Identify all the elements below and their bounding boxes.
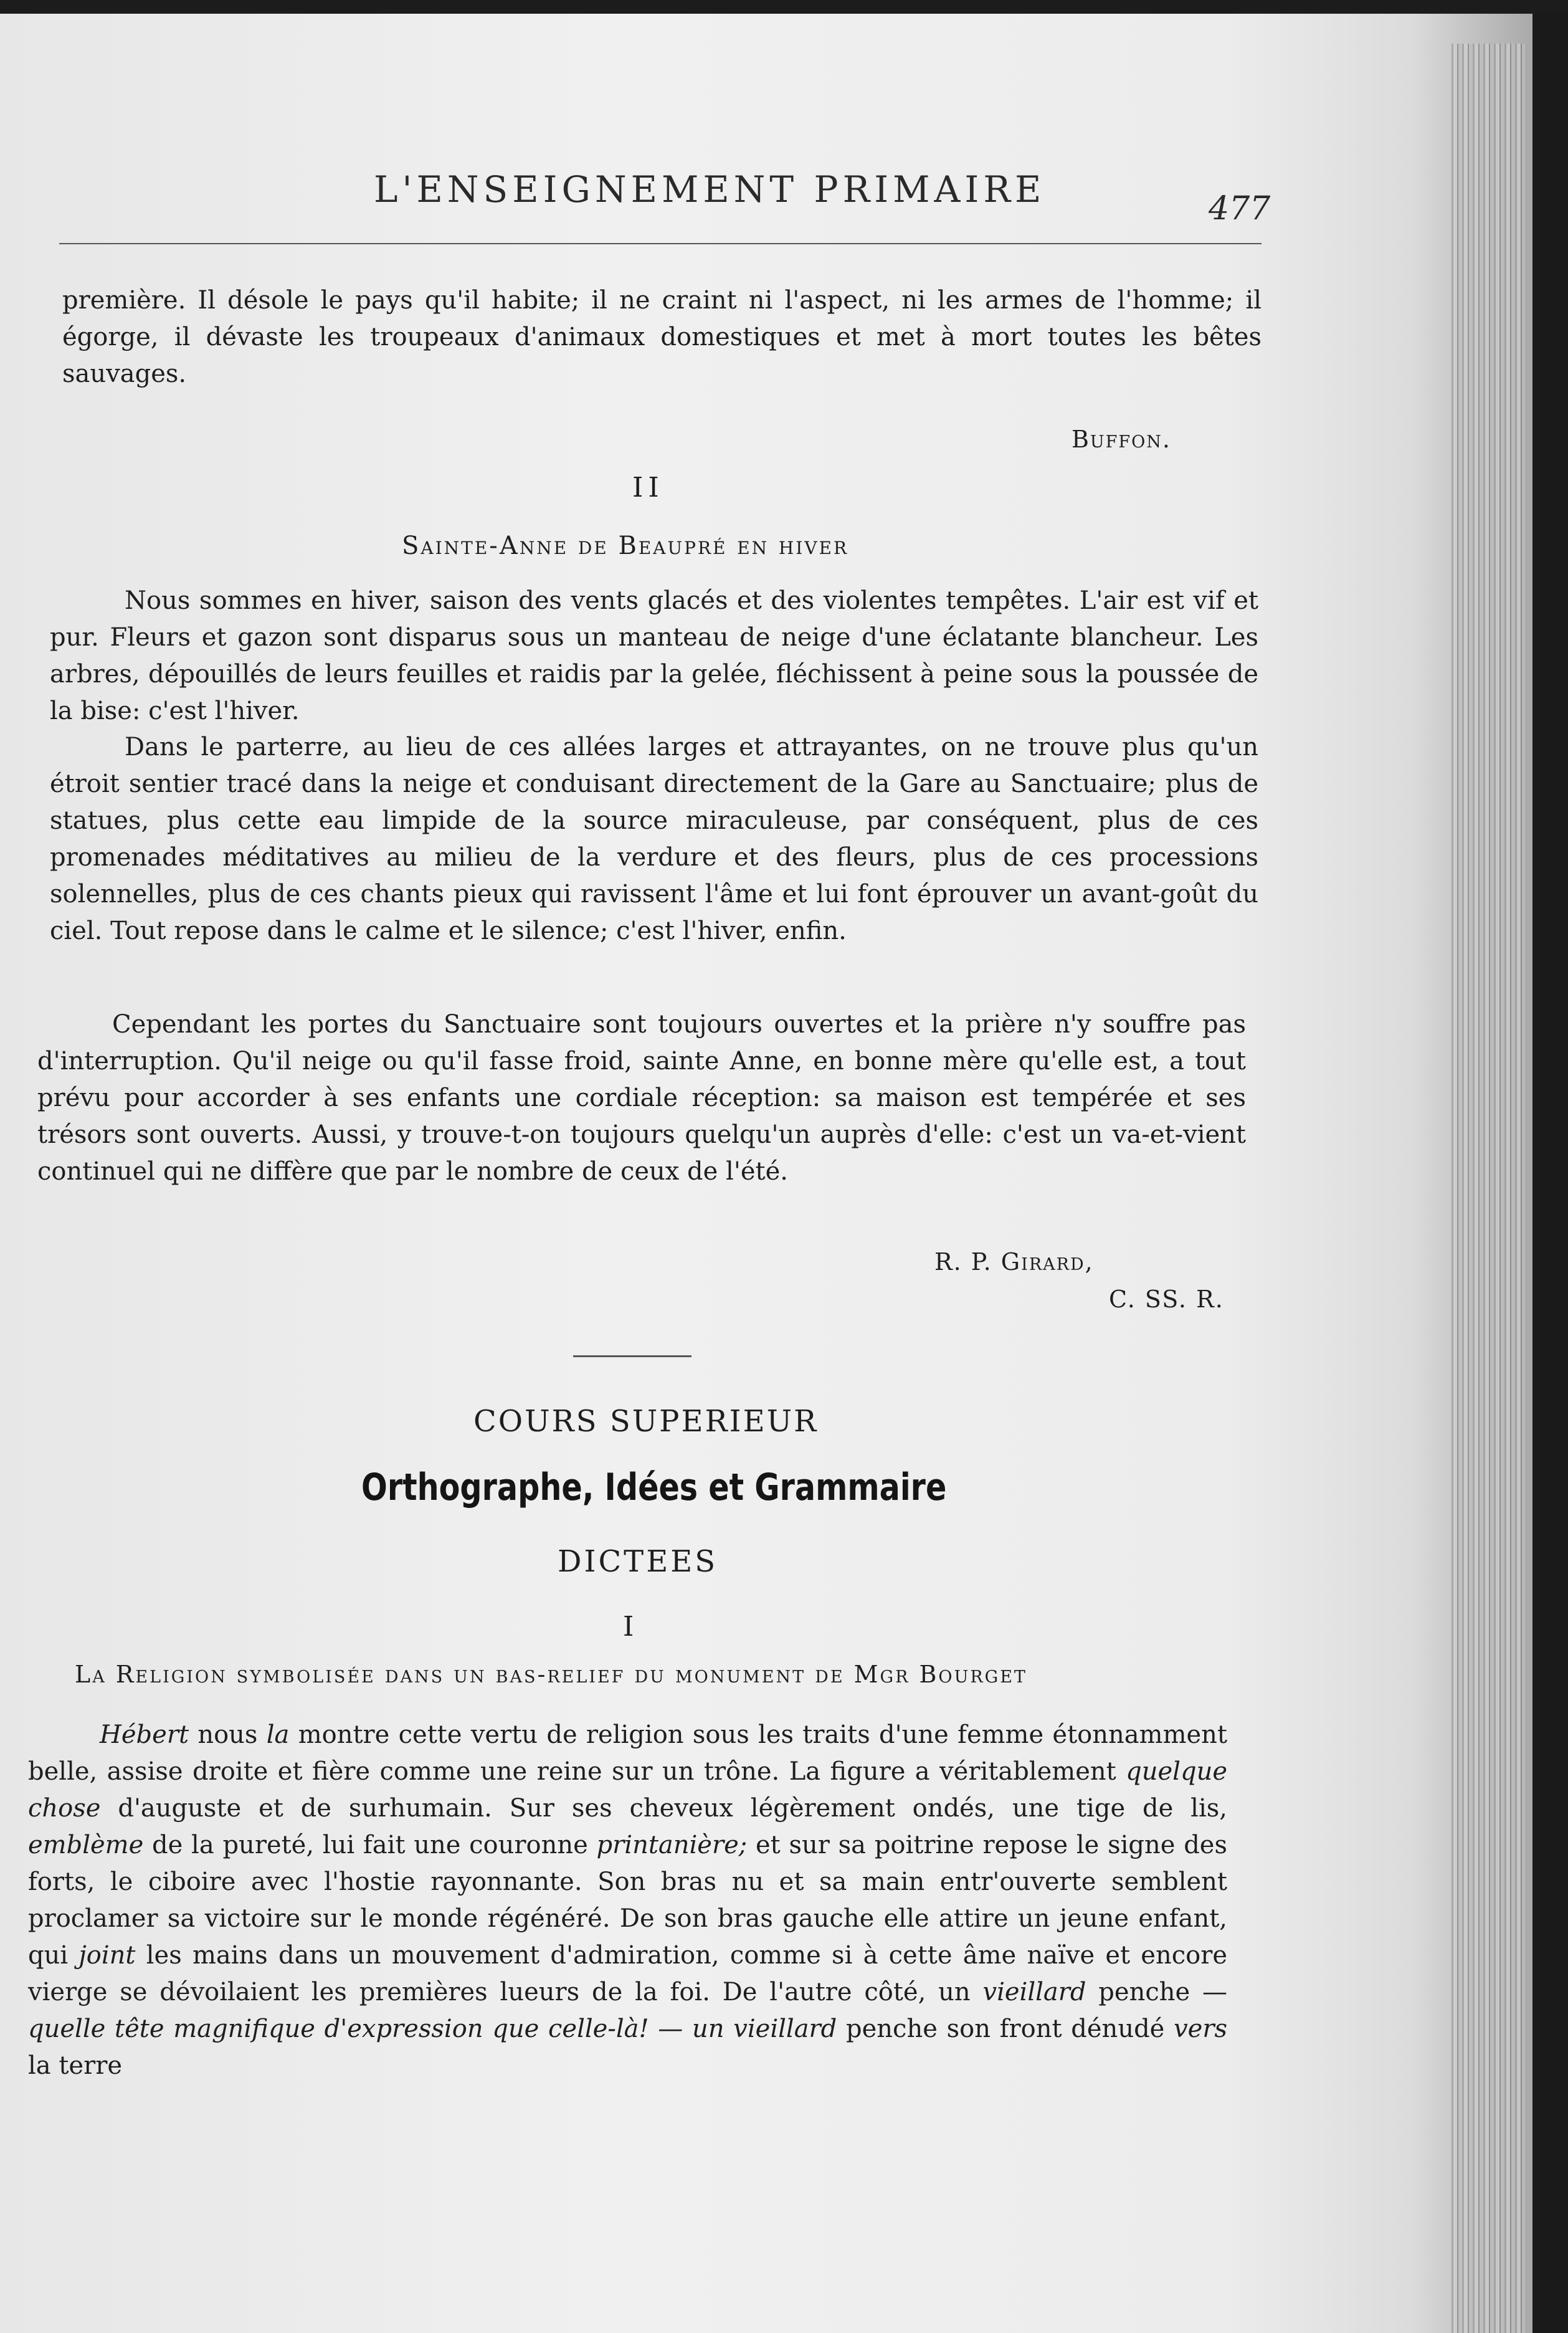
running-header-title: L'ENSEIGNEMENT PRIMAIRE	[374, 168, 1046, 211]
section-ii-author: R. P. Girard,	[934, 1248, 1094, 1276]
section-ii-author-order: C. SS. R.	[1109, 1286, 1224, 1313]
text-run: nous	[189, 1720, 267, 1749]
italic-run: vieillard	[982, 1978, 1086, 2006]
italic-run: emblème	[28, 1831, 144, 1859]
section-i-paragraph	[28, 1717, 1227, 2084]
text-run: montre cette vertu de religion sous les traits d'une femme étonnamment belle, assise droite et fière comme une reine sur un trône. La figure a véritablement	[28, 1720, 1228, 1786]
intro-author: Buffon.	[1071, 426, 1171, 453]
text-run: et sur sa poitrine repose le signe des forts, le ciboire avec l'hostie rayonnante. Son bras nu et sa main entr'ouverte semblent proclamer sa victoire sur le monde régénéré. De son bras gauche elle attire un jeune enfant, qui	[28, 1831, 1227, 1970]
book-spine-edge	[1452, 44, 1526, 2333]
text-run: d'auguste et de surhumain. Sur ses cheveux légèrement ondés, une tige de lis,	[100, 1794, 1227, 1823]
section-ii-number: II	[632, 472, 664, 503]
italic-run: la	[266, 1720, 290, 1749]
section-ii-paragraph-3: Cependant les portes du Sanctuaire sont toujours ouvertes et la prière n'y souffre pas d'interruption. Qu'il neige ou qu'il fasse froid, sainte Anne, en bonne mère qu'elle est, a tout prévu pour accorder à ses enfants une cordiale réception: sa maison est tempérée et ses trésors sont ouverts. Aussi, y trouve-t-on toujours quelqu'un auprès d'elle: c'est un va-et-vient continuel qui ne diffère que par le nombre de ceux de l'été.	[37, 1010, 1246, 1186]
section-i-number: I	[623, 1611, 639, 1643]
section-i-title: La Religion symbolisée dans un bas-relief du monument de Mgr Bourget	[75, 1661, 1027, 1688]
page-number: 477	[1209, 190, 1271, 227]
italic-run: Hébert	[100, 1720, 189, 1749]
section-separator	[573, 1355, 691, 1357]
intro-paragraph: première. Il désole le pays qu'il habite; il ne craint ni l'aspect, ni les armes de l'homme; il égorge, il dévaste les troupeaux d'animaux domestiques et met à mort toutes les bêtes sauvages.	[62, 286, 1262, 388]
course-level-heading: COURS SUPERIEUR	[473, 1404, 819, 1439]
dictation-heading: DICTEES	[558, 1544, 718, 1579]
text-run: les mains dans un mouvement d'admiration, comme si à cette âme naïve et encore vierge se dévoilaient les premières lueurs de la foi. De l'autre côté, un	[28, 1941, 1228, 2006]
text-run: la terre	[28, 2051, 123, 2080]
italic-run: quelque chose	[28, 1757, 1227, 1823]
section-ii-paragraph-1: Nous sommes en hiver, saison des vents glacés et des violentes tempêtes. L'air est vif et pur. Fleurs et gazon sont disparus sous un manteau de neige d'une éclatante blancheur. Les arbres, dépouillés de leurs feuilles et raidis par la gelée, fléchissent à peine sous la poussée de la bise: c'est l'hiver.	[50, 586, 1258, 725]
italic-run: printanière;	[596, 1831, 748, 1859]
italic-run: joint	[78, 1941, 136, 1970]
section-ii-title: Sainte-Anne de Beaupré en hiver	[402, 532, 849, 560]
scan-top-border	[0, 0, 1568, 14]
italic-run: quelle tête magnifique d'expression que celle-là! — un vieillard	[28, 2015, 837, 2043]
text-run: penche son front dénudé	[837, 2015, 1174, 2043]
text-run: penche —	[1086, 1978, 1227, 2006]
text-run: de la pureté, lui fait une couronne	[143, 1831, 597, 1859]
header-rule	[59, 243, 1262, 244]
italic-run: vers	[1174, 2015, 1227, 2043]
subject-heading: Orthographe, Idées et Grammaire	[361, 1466, 947, 1509]
section-ii-paragraph-2: Dans le parterre, au lieu de ces allées larges et attrayantes, on ne trouve plus qu'un étroit sentier tracé dans la neige et conduisant directement de la Gare au Sanctuaire; plus de statues, plus cette eau limpide de la source miraculeuse, par conséquent, plus de ces promenades méditatives au milieu de la verdure et des fleurs, plus de ces processions solennelles, plus de ces chants pieux qui ravissent l'âme et lui font éprouver un avant-goût du ciel. Tout repose dans le calme et le silence; c'est l'hiver, enfin.	[50, 733, 1258, 945]
